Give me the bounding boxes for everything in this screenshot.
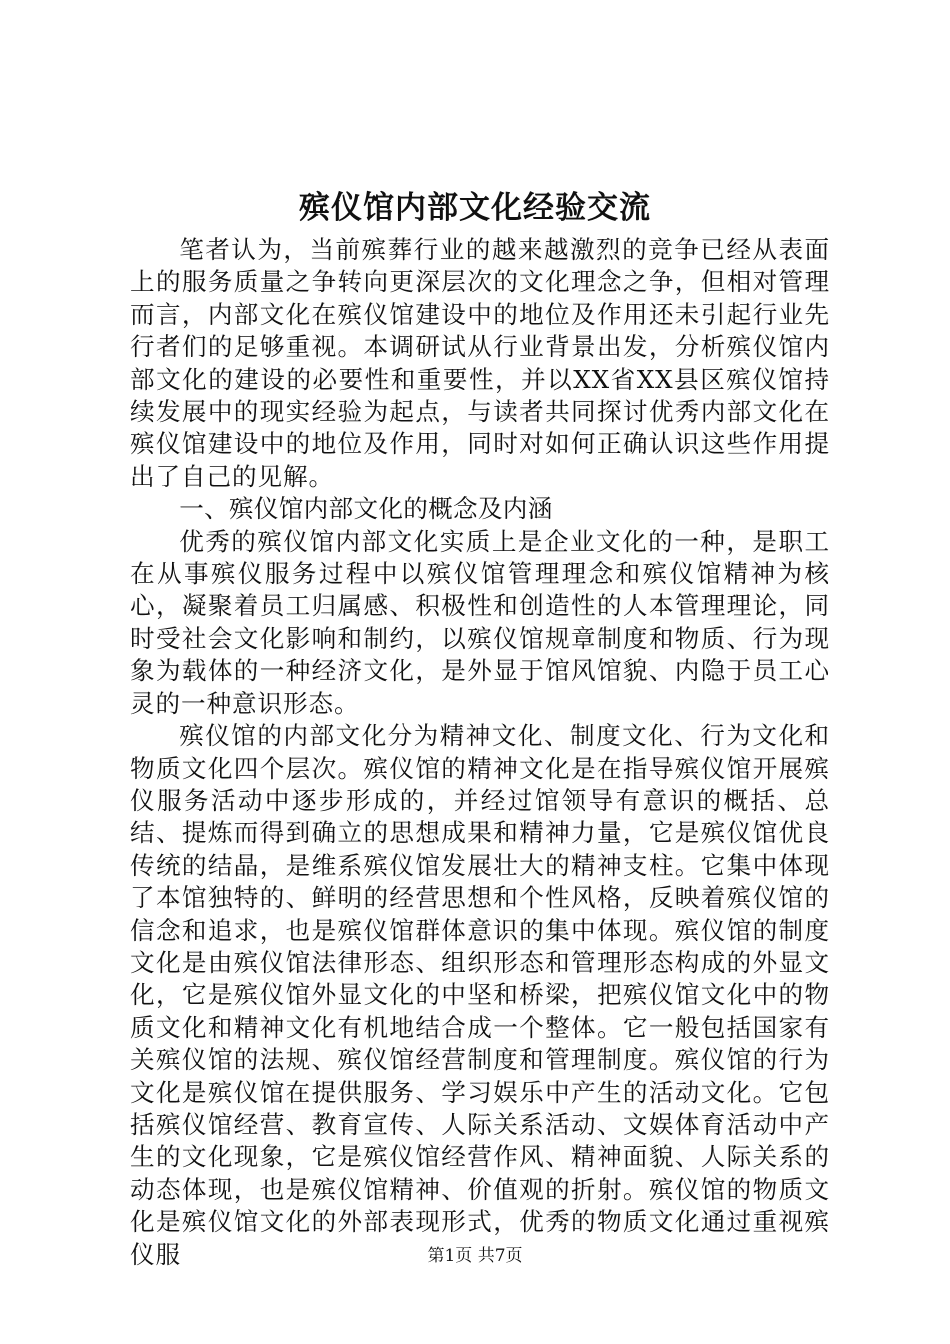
paragraph-layers: 殡仪馆的内部文化分为精神文化、制度文化、行为文化和物质文化四个层次。殡仪馆的精神文化是在指导殡仪馆开展殡仪服务活动中逐步形成的，并经过馆领导有意识的概括、总结、提炼而得到确立的思想成果和精神力量，它是殡仪馆优良传统的结晶，是维系殡仪馆发展壮大的精神支柱。它集中体现了本馆独特的、鲜明的经营思想和个性风格，反映着殡仪馆的信念和追求，也是殡仪馆群体意识的集中体现。殡仪馆的制度文化是由殡仪馆法律形态、组织形态和管理形态构成的外显文化，它是殡仪馆外显文化的中坚和桥梁，把殡仪馆文化中的物质文化和精神文化有机地结合成一个整体。它一般包括国家有关殡仪馆的法规、殡仪馆经营制度和管理制度。殡仪馆的行为文化是殡仪馆在提供服务、学习娱乐中产生的活动文化。它包括殡仪馆经营、教育宣传、人际关系活动、文娱体育活动中产生的文化现象，它是殡仪馆经营作风、精神面貌、人际关系的动态体现，也是殡仪馆精神、价值观的折射。殡仪馆的物质文化是殡仪馆文化的外部表现形式，优秀的物质文化通过重视殡仪服 <box>130 721 830 1269</box>
document-body <box>130 234 830 1271</box>
paragraph-intro: 笔者认为，当前殡葬行业的越来越激烈的竞争已经从表面上的服务质量之争转向更深层次的文化理念之争，但相对管理而言，内部文化在殡仪馆建设中的地位及作用还未引起行业先行者们的足够重视。本调研试从行业背景出发，分析殡仪馆内部文化的建设的必要性和重要性，并以XX省XX县区殡仪馆持续发展中的现实经验为起点，与读者共同探讨优秀内部文化在殡仪馆建设中的地位及作用，同时对如何正确认识这些作用提出了自己的见解。 <box>130 235 830 491</box>
section-heading: 一、殡仪馆内部文化的概念及内涵 <box>179 494 553 524</box>
page-footer: 第1页 共7页 <box>427 1246 523 1266</box>
paragraph-concept: 优秀的殡仪馆内部文化实质上是企业文化的一种，是职工在从事殡仪服务过程中以殡仪馆管理理念和殡仪馆精神为核心，凝聚着员工归属感、积极性和创造性的人本管理理论，同时受社会文化影响和制约，以殡仪馆规章制度和物质、行为现象为载体的一种经济文化，是外显于馆风馆貌、内隐于员工心灵的一种意识形态。 <box>130 526 830 718</box>
document-title: 殡仪馆内部文化经验交流 <box>299 190 651 226</box>
